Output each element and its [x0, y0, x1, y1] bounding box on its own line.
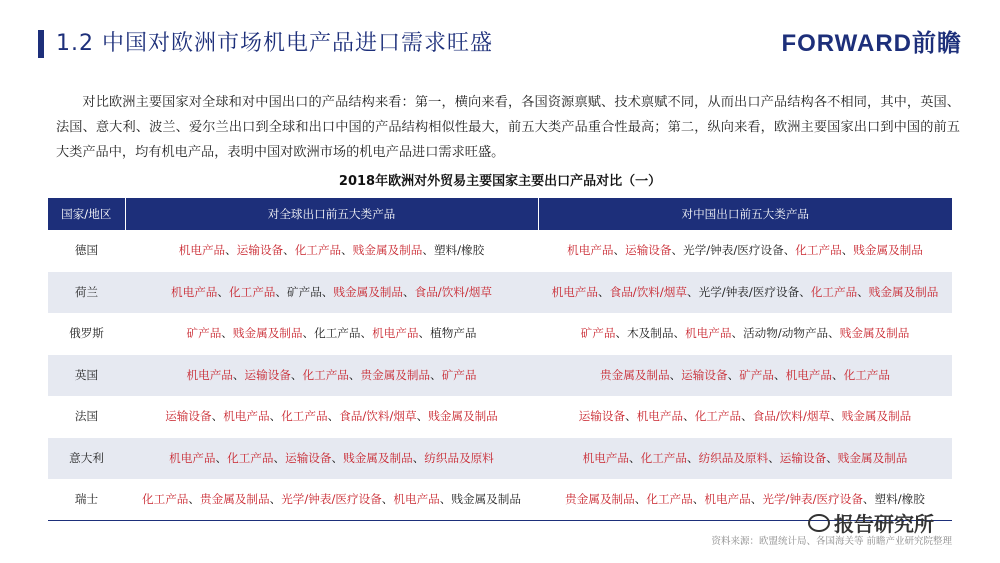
- product-item: 化工产品: [795, 243, 842, 258]
- product-item: 塑料/橡胶: [433, 243, 485, 258]
- product-item: 矿产品: [580, 326, 616, 341]
- product-item: 贱金属及制品: [232, 326, 303, 341]
- china-products-cell: 贵金属及制品、化工产品、机电产品、光学/钟表/医疗设备、塑料/橡胶: [565, 492, 925, 506]
- product-item: 塑料/橡胶: [874, 492, 925, 506]
- global-products-cell: 机电产品、运输设备、化工产品、贱金属及制品、塑料/橡胶: [178, 243, 485, 258]
- china-products-cell: 机电产品、食品/饮料/烟草、光学/钟表/医疗设备、化工产品、贱金属及制品: [551, 284, 939, 299]
- product-item: 贵金属及制品: [360, 367, 431, 382]
- product-item: 化工产品: [810, 284, 858, 299]
- product-item: 化工产品: [694, 409, 742, 424]
- product-item: 机电产品: [186, 367, 233, 382]
- product-item: 机电产品: [567, 243, 614, 258]
- china-products-cell: 矿产品、木及制品、机电产品、活动物/动物产品、贱金属及制品: [580, 326, 910, 341]
- product-item: 化工产品: [229, 284, 276, 299]
- product-item: 运输设备: [236, 243, 284, 258]
- country-cell: 瑞士: [74, 492, 99, 506]
- product-item: 机电产品: [372, 326, 419, 341]
- country-cell: 法国: [74, 409, 99, 424]
- table-row: [48, 272, 952, 314]
- product-item: 化工产品: [302, 367, 349, 382]
- product-item: 矿产品: [441, 367, 477, 382]
- product-item: 贵金属及制品: [200, 492, 270, 506]
- page-title: 1.2 中国对欧洲市场机电产品进口需求旺盛: [56, 31, 493, 56]
- product-item: 光学/钟表/医疗设备: [762, 492, 863, 506]
- country-cell: 英国: [74, 367, 99, 382]
- product-item: 贱金属及制品: [841, 409, 912, 424]
- watermark-text: 报告研究所: [834, 512, 934, 536]
- product-item: 食品/饮料/烟草: [752, 409, 831, 424]
- product-item: 化工产品: [843, 367, 890, 382]
- product-item: 贱金属及制品: [352, 243, 423, 258]
- product-item: 机电产品: [169, 450, 216, 465]
- product-item: 贱金属及制品: [451, 492, 521, 506]
- table-row: [48, 438, 952, 480]
- source-note: 资料来源：欧盟统计局、各国海关等 前瞻产业研究院整理: [711, 536, 952, 547]
- product-item: 矿产品: [186, 326, 222, 341]
- product-item: 机电产品: [785, 367, 832, 382]
- product-item: 化工产品: [294, 243, 342, 258]
- product-item: 化工产品: [314, 326, 361, 341]
- header-china: 对中国出口前五大类产品: [538, 198, 952, 230]
- china-products-cell: 机电产品、运输设备、光学/钟表/医疗设备、化工产品、贱金属及制品: [567, 243, 923, 258]
- product-item: 活动物/动物产品: [743, 326, 829, 341]
- table-row: [48, 230, 952, 272]
- china-products-cell: 机电产品、化工产品、纺织品及原料、运输设备、贱金属及制品: [582, 450, 908, 465]
- country-cell: 荷兰: [74, 284, 99, 299]
- product-item: 化工产品: [142, 492, 189, 506]
- product-item: 纺织品及原料: [424, 450, 494, 465]
- product-item: 机电产品: [704, 492, 751, 506]
- product-item: 贱金属及制品: [839, 326, 910, 341]
- product-item: 运输设备: [165, 409, 212, 424]
- product-item: 贱金属及制品: [853, 243, 923, 258]
- country-cell: 俄罗斯: [69, 326, 104, 341]
- china-products-cell: 运输设备、机电产品、化工产品、食品/饮料/烟草、贱金属及制品: [578, 409, 912, 424]
- table-row: [48, 313, 952, 355]
- product-item: 矿产品: [287, 284, 322, 299]
- product-item: 光学/钟表/医疗设备: [281, 492, 382, 506]
- product-item: 化工产品: [646, 492, 693, 506]
- product-item: 食品/饮料/烟草: [414, 284, 492, 299]
- product-item: 运输设备: [578, 409, 626, 424]
- product-item: 纺织品及原料: [698, 450, 769, 465]
- brand-logo: FORWARD前瞻: [781, 30, 962, 57]
- product-item: 机电产品: [178, 243, 226, 258]
- product-item: 食品/饮料/烟草: [339, 409, 417, 424]
- product-item: 贱金属及制品: [837, 450, 908, 465]
- product-item: 机电产品: [393, 492, 440, 506]
- product-item: 植物产品: [430, 326, 477, 341]
- wechat-icon: [808, 514, 830, 532]
- global-products-cell: 机电产品、化工产品、矿产品、贱金属及制品、食品/饮料/烟草: [171, 284, 492, 299]
- product-item: 贱金属及制品: [343, 450, 413, 465]
- product-item: 贵金属及制品: [600, 367, 670, 382]
- product-item: 机电产品: [636, 409, 684, 424]
- product-item: 运输设备: [625, 243, 672, 258]
- table-row: [48, 396, 952, 438]
- table-row: [48, 355, 952, 397]
- product-item: 化工产品: [227, 450, 274, 465]
- product-item: 机电产品: [685, 326, 732, 341]
- product-item: 矿产品: [739, 367, 774, 382]
- header-global: 对全球出口前五大类产品: [125, 198, 538, 230]
- country-cell: 德国: [74, 243, 99, 258]
- table-title: 2018年欧洲对外贸易主要国家主要出口产品对比（一）: [338, 174, 662, 189]
- global-products-cell: 矿产品、贱金属及制品、化工产品、机电产品、植物产品: [186, 326, 477, 341]
- global-products-cell: 机电产品、化工产品、运输设备、贱金属及制品、纺织品及原料: [169, 450, 494, 465]
- product-item: 光学/钟表/医疗设备: [698, 284, 800, 299]
- product-item: 运输设备: [244, 367, 291, 382]
- country-cell: 意大利: [69, 450, 104, 465]
- product-item: 化工产品: [640, 450, 687, 465]
- product-item: 运输设备: [285, 450, 332, 465]
- product-item: 化工产品: [281, 409, 328, 424]
- product-item: 运输设备: [779, 450, 827, 465]
- product-item: 贱金属及制品: [868, 284, 939, 299]
- product-item: 贱金属及制品: [428, 409, 498, 424]
- product-item: 食品/饮料/烟草: [609, 284, 687, 299]
- product-item: 机电产品: [223, 409, 270, 424]
- global-products-cell: 机电产品、运输设备、化工产品、贵金属及制品、矿产品: [186, 367, 477, 382]
- product-item: 光学/钟表/医疗设备: [683, 243, 784, 258]
- product-item: 贱金属及制品: [333, 284, 403, 299]
- product-item: 机电产品: [171, 284, 218, 299]
- product-item: 机电产品: [582, 450, 629, 465]
- global-products-cell: 运输设备、机电产品、化工产品、食品/饮料/烟草、贱金属及制品: [165, 409, 498, 424]
- product-item: 木及制品: [627, 326, 674, 341]
- intro-paragraph: 对比欧洲主要国家对全球和对中国出口的产品结构来看：第一，横向来看，各国资源禀赋、技术禀赋不同，从而出口产品结构各不相同，其中，英国、法国、意大利、波兰、爱尔兰出口到全球和出口中国的产品结构相似性最大，前五大类产品重合性最高；第二，纵向来看，欧洲主要国家出口到中国的前五大类产品中，均有机电产品，表明中国对欧洲市场的机电产品进口需求旺盛。: [56, 95, 960, 160]
- product-item: 运输设备: [681, 367, 728, 382]
- product-item: 机电产品: [551, 284, 598, 299]
- header-country: 国家/地区: [48, 198, 125, 230]
- export-comparison-table: [48, 198, 952, 521]
- product-item: 贵金属及制品: [565, 492, 635, 506]
- china-products-cell: 贵金属及制品、运输设备、矿产品、机电产品、化工产品: [600, 367, 890, 382]
- table-header-row: [48, 198, 952, 230]
- global-products-cell: 化工产品、贵金属及制品、光学/钟表/医疗设备、机电产品、贱金属及制品: [142, 492, 521, 506]
- title-accent-bar: [38, 30, 44, 58]
